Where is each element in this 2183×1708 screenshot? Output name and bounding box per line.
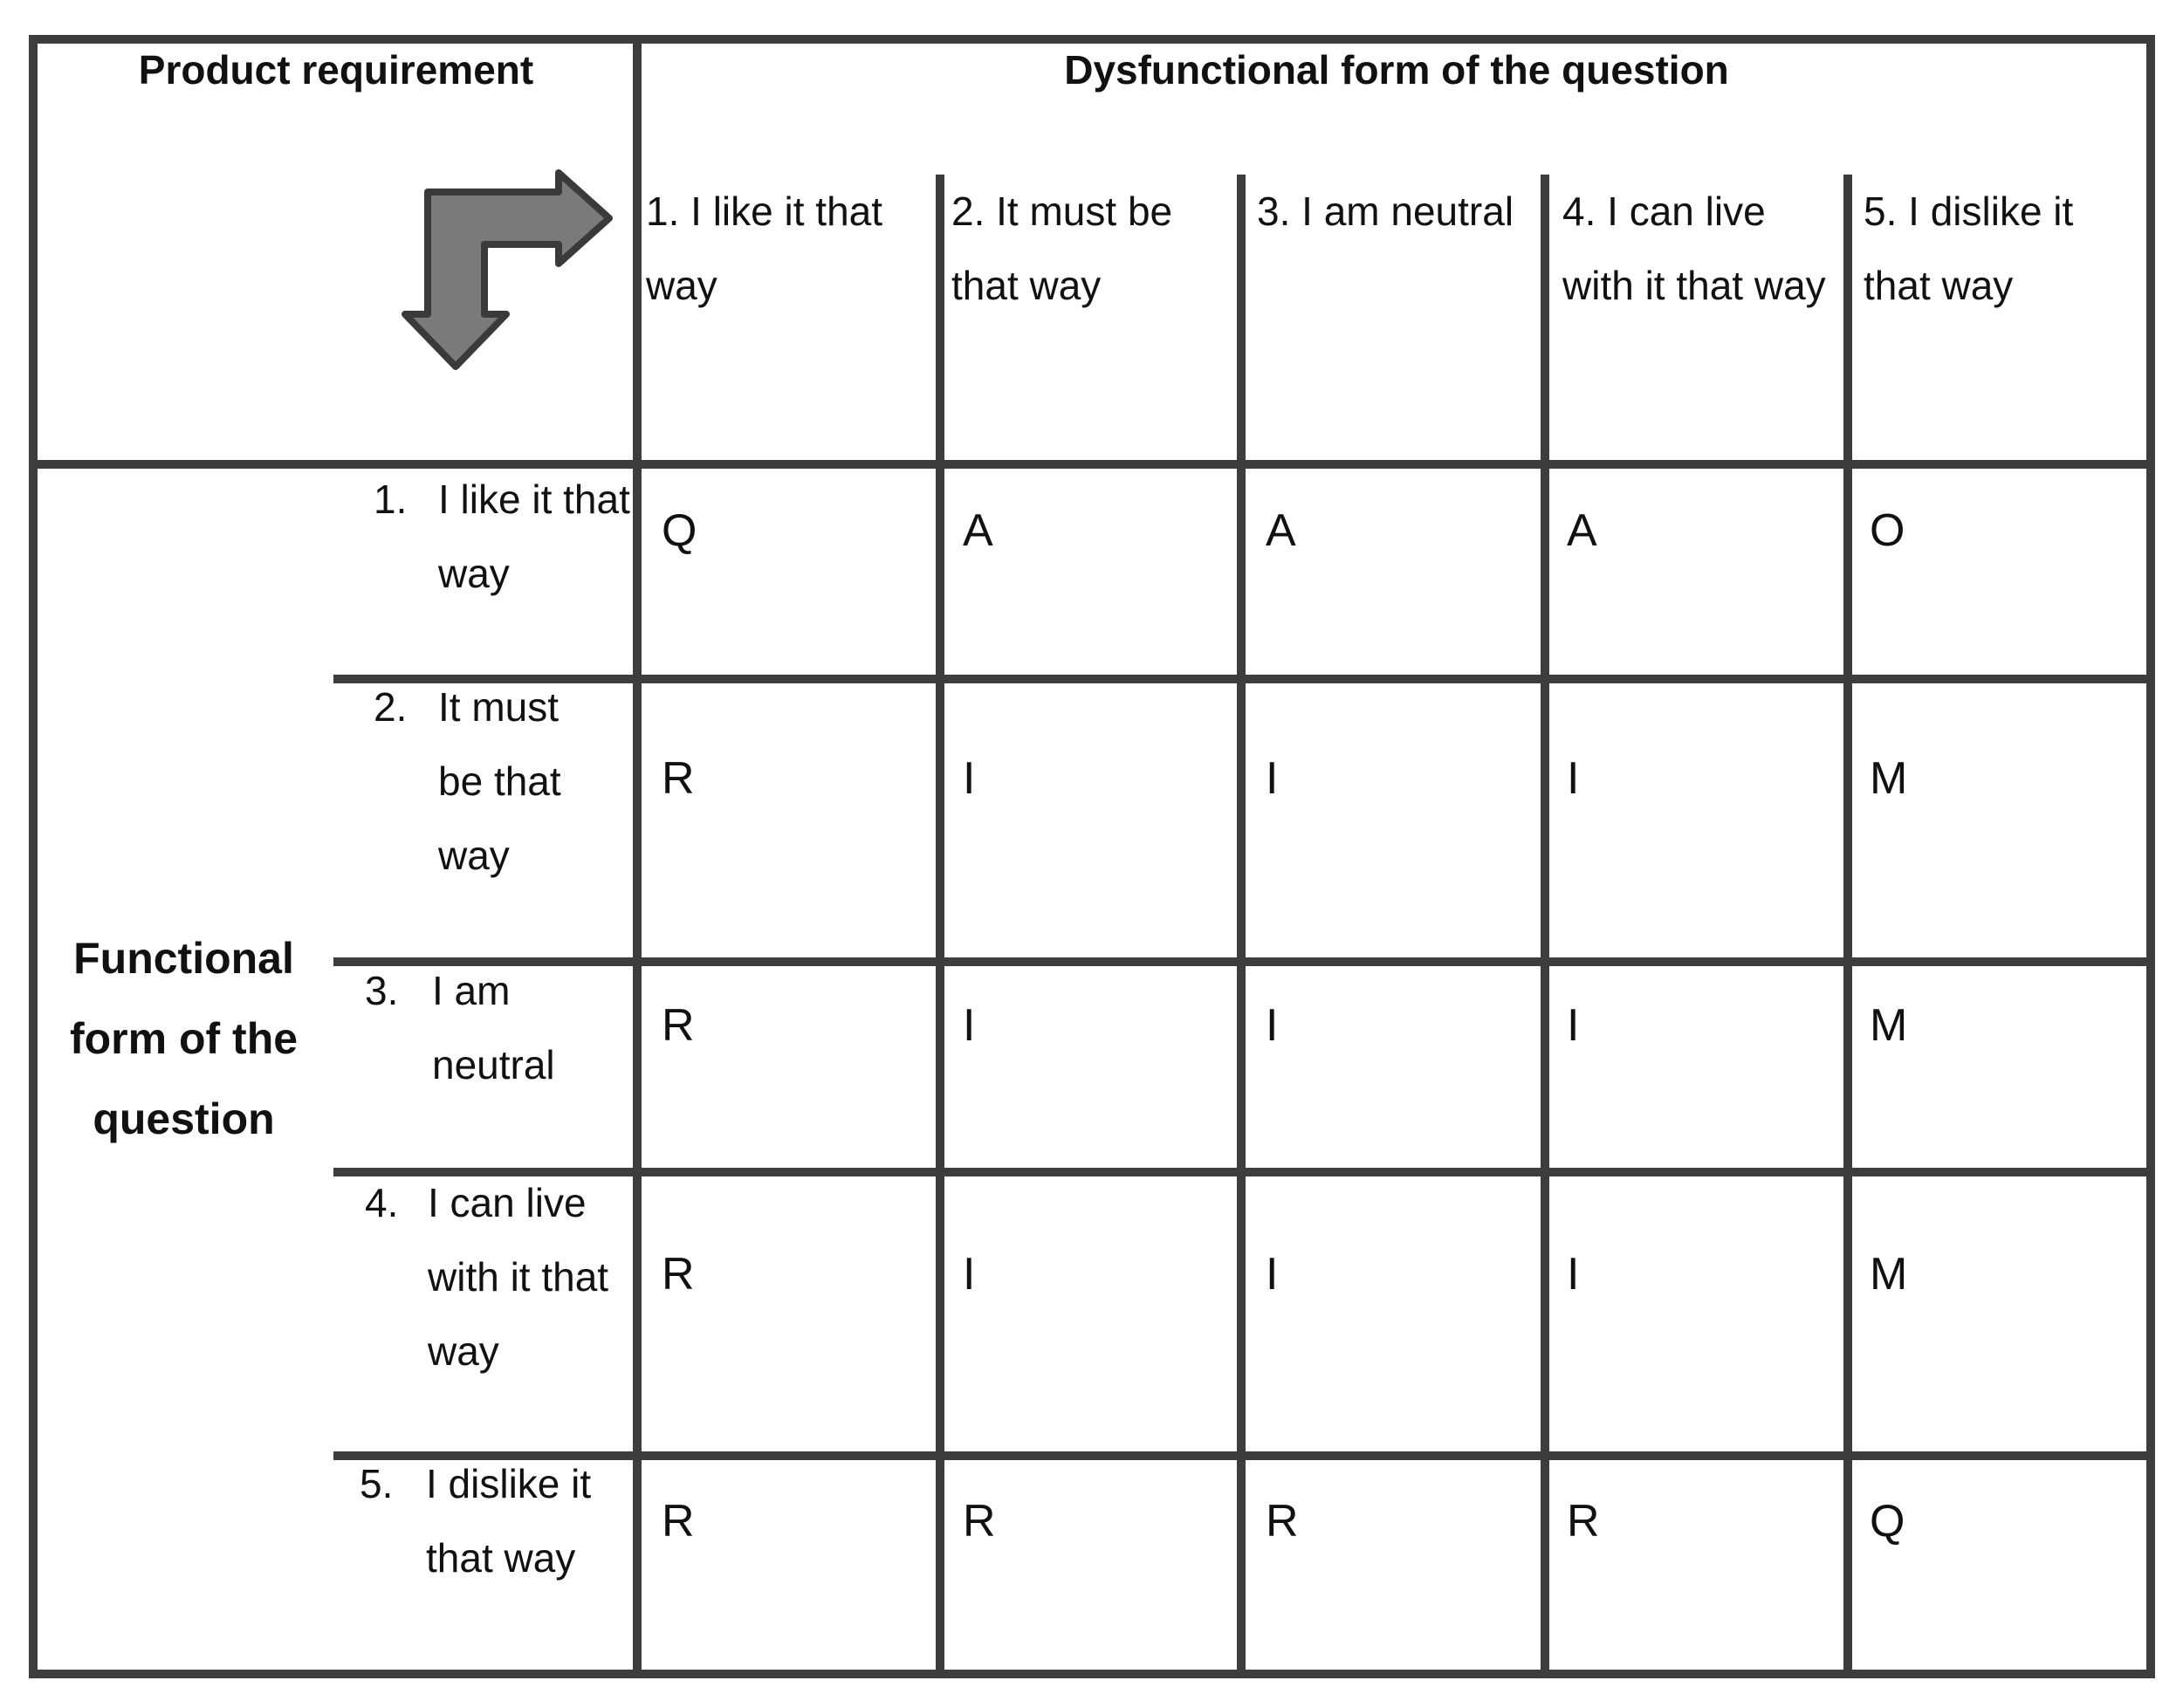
column-group-label: Dysfunctional form of the question bbox=[1064, 47, 1729, 93]
row-group-label: Functional form of the question bbox=[69, 934, 299, 1143]
answer-cell-r1-c3: A bbox=[1266, 505, 1296, 556]
answer-cell-r3-c3: I bbox=[1266, 1000, 1279, 1051]
column-header-5: 5. I dislike it that way bbox=[1864, 189, 2074, 308]
answer-cell-r5-c5: Q bbox=[1870, 1496, 1905, 1547]
row-header-5-number: 5. bbox=[360, 1461, 394, 1506]
answer-cell-r3-c5: M bbox=[1870, 1000, 1908, 1051]
row-header-4-number: 4. bbox=[365, 1180, 399, 1225]
answer-cell-r1-c2: A bbox=[963, 505, 993, 556]
answer-cell-r1-c5: O bbox=[1870, 505, 1905, 556]
bent-arrow-right-down-icon bbox=[405, 173, 609, 367]
corner-label: Product requirement bbox=[138, 47, 534, 93]
answer-cell-r2-c3: I bbox=[1266, 753, 1279, 804]
row-header-5-label: I dislike it that way bbox=[426, 1461, 592, 1581]
answer-cell-r4-c1: R bbox=[662, 1249, 695, 1300]
row-header-2-number: 2. bbox=[374, 684, 408, 730]
answer-cell-r4-c3: I bbox=[1266, 1249, 1279, 1300]
answer-cell-r4-c5: M bbox=[1870, 1249, 1908, 1300]
row-header-2-label: It must be that way bbox=[438, 684, 561, 878]
answer-cell-r5-c4: R bbox=[1567, 1496, 1600, 1547]
column-header-3: 3. I am neutral bbox=[1257, 189, 1514, 234]
row-header-1-number: 1. bbox=[374, 477, 408, 522]
answer-cell-r5-c1: R bbox=[662, 1496, 695, 1547]
answer-cell-r1-c1: Q bbox=[662, 505, 697, 556]
row-header-1-label: I like it that way bbox=[438, 477, 630, 596]
answer-cell-r4-c4: I bbox=[1567, 1249, 1580, 1300]
answer-cell-r2-c5: M bbox=[1870, 753, 1908, 804]
row-header-3-number: 3. bbox=[365, 968, 399, 1013]
answer-cell-r3-c4: I bbox=[1567, 1000, 1580, 1051]
answer-cell-r2-c2: I bbox=[963, 753, 976, 804]
column-header-2: 2. It must be that way bbox=[951, 189, 1173, 308]
row-header-3-label: I am neutral bbox=[432, 968, 555, 1087]
answer-cell-r1-c4: A bbox=[1567, 505, 1597, 556]
answer-cell-r4-c2: I bbox=[963, 1249, 976, 1300]
row-header-4-label: I can live with it that way bbox=[428, 1180, 609, 1374]
answer-cell-r2-c4: I bbox=[1567, 753, 1580, 804]
column-header-1: 1. I like it that way bbox=[646, 189, 883, 308]
answer-cell-r3-c2: I bbox=[963, 1000, 976, 1051]
answer-cell-r2-c1: R bbox=[662, 753, 695, 804]
answer-cell-r5-c2: R bbox=[963, 1496, 996, 1547]
answer-cell-r3-c1: R bbox=[662, 1000, 695, 1051]
column-header-4: 4. I can live with it that way bbox=[1562, 189, 1826, 308]
answer-cell-r5-c3: R bbox=[1266, 1496, 1299, 1547]
